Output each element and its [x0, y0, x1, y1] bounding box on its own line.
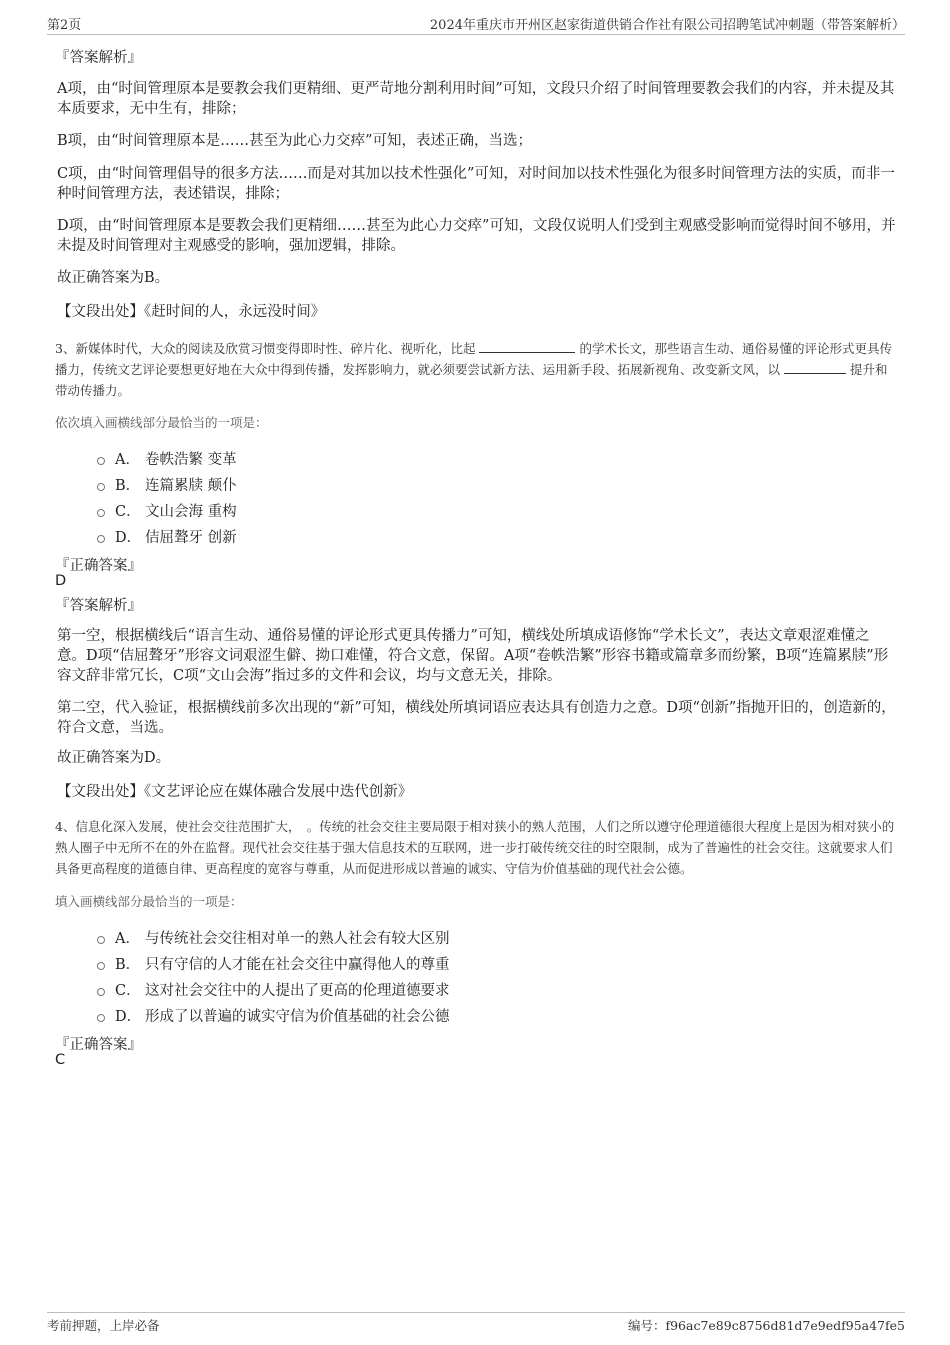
- analysis-label: 『答案解析』: [55, 598, 142, 614]
- correct-answer: D: [55, 573, 67, 589]
- analysis-option-d: D项，由“时间管理原本是要教会我们更精细……甚至为此心力交瘁”可知，文段仅说明人们受到主观感受影响而觉得时间不够用，并未提及时间管理对主观感受的影响，强加逻辑，排除。: [57, 218, 896, 254]
- question-4-option-a[interactable]: [97, 927, 450, 948]
- question-4-text: 4、信息化深入发展，使社会交往范围扩大， 。传统的社会交往主要局限于相对狭小的熟人范围，人们之所以遵守伦理道德很大程度上是因为相对狭小的熟人圈子中无所不在的外在监督。现代社会交往基于强大信息技术的互联网，进一步打破传统交往的时空限制，成为了普遍性的社会交往。这就要求人们具备更高程度的道德自律、更高程度的宽容与尊重，从而促进形成以普遍的诚实、守信为价值基础的现代社会公德。: [55, 819, 895, 876]
- page-header: [47, 14, 905, 35]
- option-text: 形成了以普遍的诚实守信为价值基础的社会公德: [145, 1009, 450, 1025]
- option-text: 连篇累牍 颠仆: [145, 478, 237, 494]
- analysis-label: 『答案解析』: [55, 50, 142, 66]
- question-4-prompt: 填入画横线部分最恰当的一项是：: [55, 894, 243, 909]
- correct-answer-label: 『正确答案』: [55, 558, 142, 574]
- option-text: 只有守信的人才能在社会交往中赢得他人的尊重: [145, 957, 450, 973]
- option-letter: A．: [115, 931, 140, 947]
- option-text: 与传统社会交往相对单一的熟人社会有较大区别: [145, 931, 450, 947]
- source-citation: 【文段出处】《文艺评论应在媒体融合发展中迭代创新》: [57, 784, 413, 800]
- question-3-option-d[interactable]: [97, 526, 237, 547]
- conclusion: 故正确答案为D。: [57, 750, 171, 766]
- option-letter: A．: [115, 452, 140, 468]
- analysis-option-c: C项，由“时间管理倡导的很多方法……而是对其加以技术性强化”可知，对时间加以技术性强化为很多时间管理方法的实质，而非一种时间管理方法，表述错误，排除；: [57, 166, 895, 202]
- analysis-option-b: B项，由“时间管理原本是……甚至为此心力交瘁”可知，表述正确，当选；: [57, 133, 532, 149]
- question-3-prompt: 依次填入画横线部分最恰当的一项是：: [55, 415, 268, 430]
- radio-button[interactable]: [97, 1014, 105, 1022]
- fill-blank-1: [479, 340, 575, 353]
- question-4-option-d[interactable]: [97, 1005, 450, 1026]
- radio-button[interactable]: [97, 457, 105, 465]
- option-text: 这对社会交往中的人提出了更高的伦理道德要求: [145, 983, 450, 999]
- radio-button[interactable]: [97, 988, 105, 996]
- option-letter: C．: [115, 504, 141, 520]
- analysis-paragraph-2: 第二空，代入验证，根据横线前多次出现的“新”可知，横线处所填词语应表达具有创造力之意。D项“创新”指抛开旧的，创造新的，符合文意，当选。: [57, 700, 896, 736]
- option-letter: D．: [115, 530, 142, 546]
- page-footer: [47, 1312, 905, 1334]
- analysis-option-a: A项，由“时间管理原本是要教会我们更精细、更严苛地分割利用时间”可知，文段只介绍了时间管理要教会我们的内容，并未提及其本质要求，无中生有，排除；: [57, 81, 895, 117]
- option-letter: C．: [115, 983, 141, 999]
- question-3-part-1: 3、新媒体时代，大众的阅读及欣赏习惯变得即时性、碎片化、视听化，比起: [55, 341, 476, 356]
- question-3-option-c[interactable]: [97, 500, 237, 521]
- question-4-option-c[interactable]: [97, 979, 450, 1000]
- conclusion: 故正确答案为B。: [57, 270, 170, 286]
- question-3-part-2: 的学术长文，那些语言生动、通俗易懂的评论形式更具传播力，传统文艺评论要想更好地在大众中得到传播，发挥影响力，就必须要尝试新方法、运用新手段、拓展新视角、改变新文风，以: [55, 341, 892, 377]
- correct-answer: C: [55, 1052, 66, 1068]
- option-text: 文山会海 重构: [145, 504, 237, 520]
- source-citation: 【文段出处】《赶时间的人，永远没时间》: [57, 304, 326, 320]
- footer-slogan: 考前押题，上岸必备: [47, 1318, 160, 1333]
- option-text: 佶屈聱牙 创新: [145, 530, 237, 546]
- fill-blank-2: [784, 361, 846, 374]
- option-letter: D．: [115, 1009, 142, 1025]
- option-text: 卷帙浩繁 变革: [145, 452, 237, 468]
- analysis-paragraph-1: 第一空，根据横线后“语言生动、通俗易懂的评论形式更具传播力”可知，横线处所填成语修饰“学术长文”，表达文章艰涩难懂之意。D项“佶屈聱牙”形容文词艰涩生僻、拗口难懂，符合文意，保留。A项“卷帙浩繁”形容书籍或篇章多而纷繁，B项“连篇累牍”形容文辞非常冗长，C项“文山会海”指过多的文件和会议，均与文意无关，排除。: [57, 628, 889, 684]
- radio-button[interactable]: [97, 936, 105, 944]
- option-letter: B．: [115, 957, 141, 973]
- question-4-option-b[interactable]: [97, 953, 450, 974]
- radio-button[interactable]: [97, 962, 105, 970]
- question-3-option-b[interactable]: [97, 474, 237, 495]
- option-letter: B．: [115, 478, 141, 494]
- question-3-part-3: 提升和带动传播力。: [55, 362, 888, 398]
- document-id: 编号：f96ac7e89c8756d81d7e9edf95a47fe5: [627, 1318, 905, 1333]
- question-3-option-a[interactable]: [97, 448, 237, 469]
- document-title: 2024年重庆市开州区赵家街道供销合作社有限公司招聘笔试冲刺题（带答案解析）: [429, 18, 905, 33]
- page-number: 第2页: [47, 18, 82, 33]
- radio-button[interactable]: [97, 535, 105, 543]
- correct-answer-label: 『正确答案』: [55, 1037, 142, 1053]
- question-3-text: [55, 338, 895, 401]
- radio-button[interactable]: [97, 483, 105, 491]
- radio-button[interactable]: [97, 509, 105, 517]
